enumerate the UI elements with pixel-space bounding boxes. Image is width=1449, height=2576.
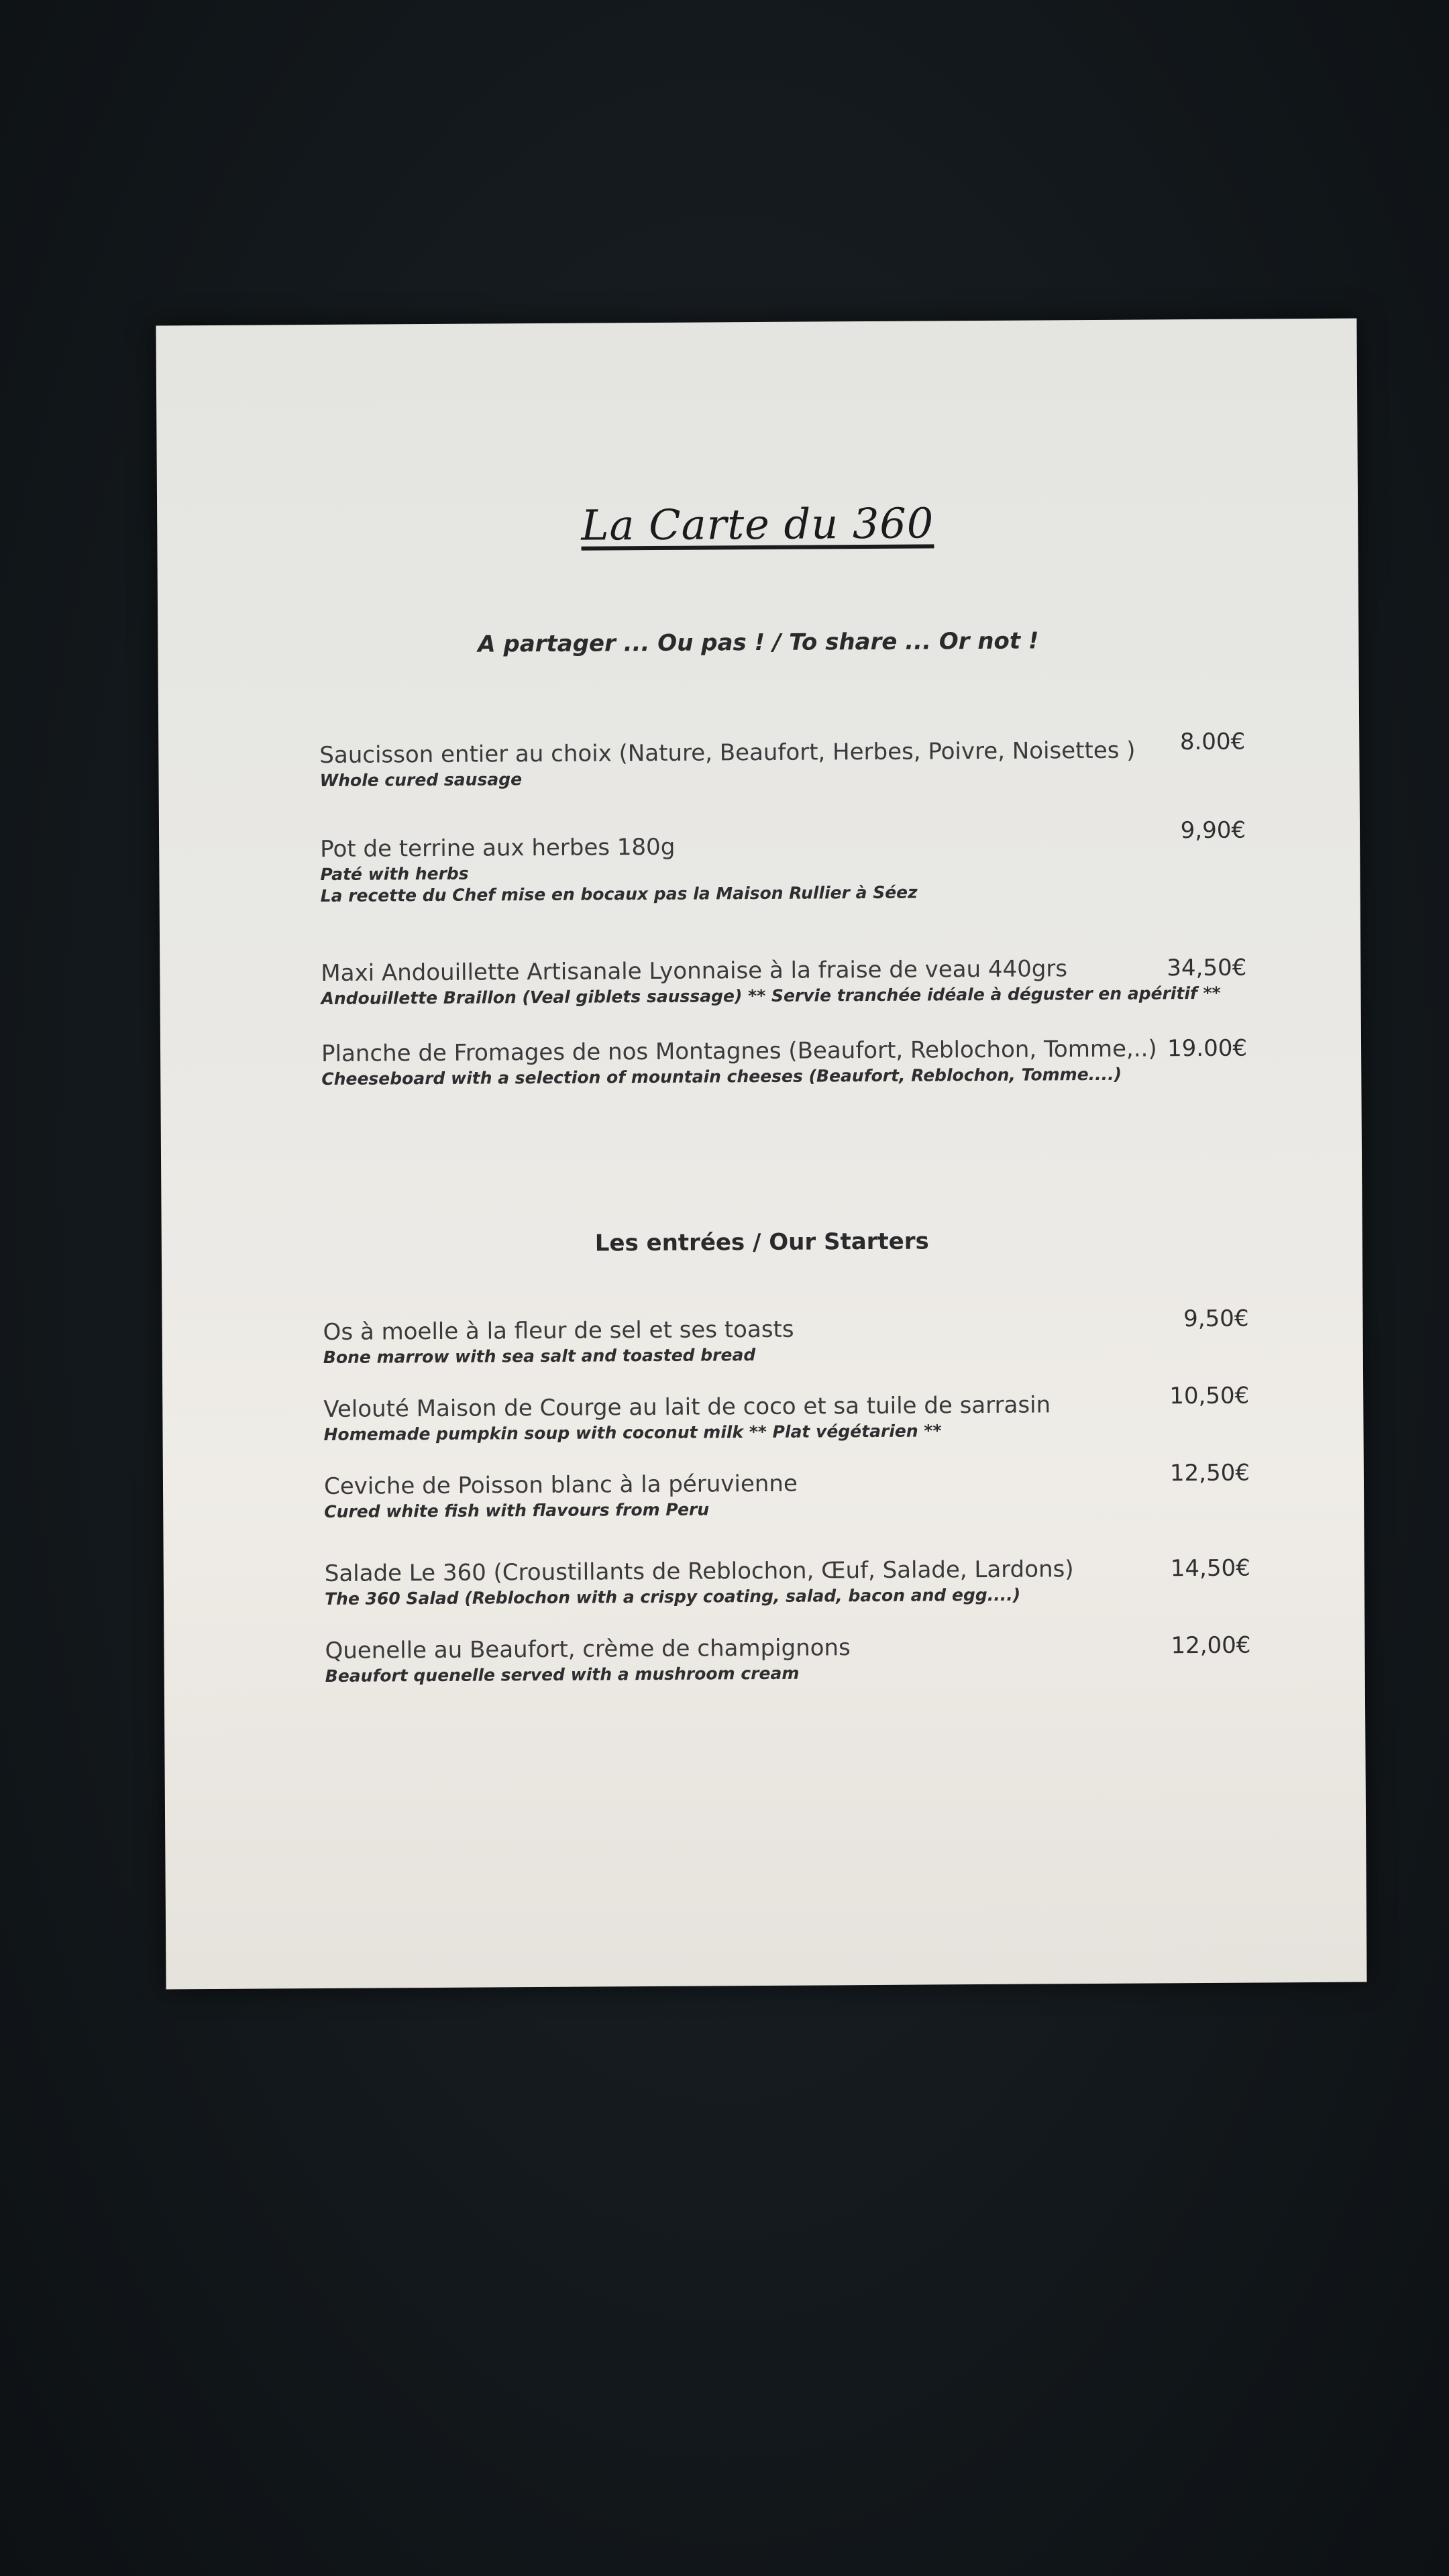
item-price: 10,50€ (1169, 1382, 1250, 1410)
item-name: Planche de Fromages de nos Montagnes (Beaufort, Reblochon, Tomme,..) (321, 1035, 1157, 1068)
menu-item (323, 1305, 1249, 1368)
item-description: Whole cured sausage (319, 769, 523, 791)
item-name: Velouté Maison de Courge au lait de coco et sa tuile de sarrasin (323, 1391, 1051, 1423)
item-description: The 360 Salad (Reblochon with a crispy coating, salad, bacon and egg....) (324, 1585, 1021, 1609)
menu-item (319, 728, 1246, 792)
item-description: Andouillette Braillon (Veal giblets saussage) ** Servie tranchée idéale à déguster en apéritif ** (321, 983, 1221, 1009)
item-name: Quenelle au Beaufort, crème de champignons (325, 1634, 851, 1664)
item-price: 14,50€ (1170, 1554, 1250, 1582)
menu-item (320, 816, 1246, 907)
item-price: 9,90€ (1180, 816, 1246, 845)
item-description: Beaufort quenelle served with a mushroom cream (325, 1663, 800, 1686)
menu-title: La Carte du 360 (581, 498, 934, 550)
item-price: 12,50€ (1169, 1459, 1250, 1487)
item-description: Paté with herbs (320, 863, 469, 885)
menu-item (323, 1459, 1250, 1523)
menu-item (325, 1631, 1251, 1687)
item-description: La recette du Chef mise en bocaux pas la Maison Rullier à Séez (320, 882, 918, 906)
item-name: Salade Le 360 (Croustillants de Reblochon, Œuf, Salade, Lardons) (324, 1556, 1074, 1587)
menu-item (324, 1554, 1250, 1610)
section-title-starters: Les entrées / Our Starters (594, 1228, 929, 1257)
item-name: Ceviche de Poisson blanc à la péruvienne (323, 1470, 798, 1500)
item-name: Pot de terrine aux herbes 180g (320, 833, 676, 863)
item-name: Saucisson entier au choix (Nature, Beaufort, Herbes, Poivre, Noisettes ) (319, 737, 1136, 769)
menu-item (321, 953, 1247, 1010)
item-description: Cheeseboard with a selection of mountain cheeses (Beaufort, Reblochon, Tomme....) (321, 1064, 1122, 1089)
item-description: Cured white fish with flavours from Peru (324, 1499, 710, 1521)
section-title-share: A partager ... Ou pas ! / To share ... Or not ! (478, 627, 1039, 658)
item-price: 8.00€ (1179, 728, 1246, 756)
item-name: Os à moelle à la fleur de sel et ses toasts (323, 1316, 794, 1346)
item-name: Maxi Andouillette Artisanale Lyonnaise à la fraise de veau 440grs (321, 955, 1068, 987)
menu-item (323, 1382, 1250, 1446)
item-price: 19.00€ (1167, 1034, 1248, 1063)
item-price: 9,50€ (1183, 1305, 1249, 1333)
item-price: 34,50€ (1167, 954, 1247, 982)
menu-sheet (156, 319, 1366, 1990)
menu-item (321, 1034, 1248, 1090)
item-description: Homemade pumpkin soup with coconut milk ** Plat végétarien ** (323, 1421, 942, 1444)
item-price: 12,00€ (1171, 1631, 1251, 1660)
item-description: Bone marrow with sea salt and toasted bread (323, 1345, 756, 1367)
